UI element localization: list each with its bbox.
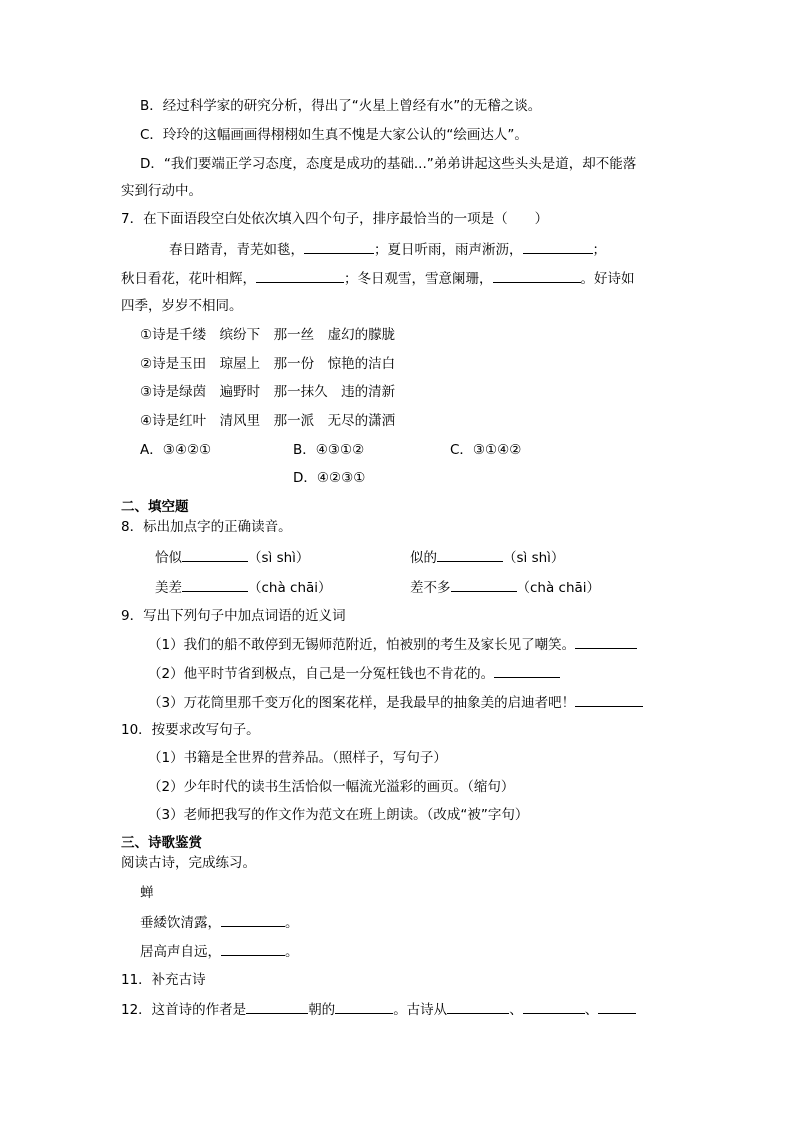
q12-text-b: 朝的 — [308, 1002, 336, 1018]
q8-word-meichai: 美差 — [155, 580, 182, 596]
q8-row1-right — [410, 547, 564, 568]
q7-stem: 7．在下面语段空白处依次填入四个句子，排序最恰当的一项是（ ） — [121, 211, 549, 227]
q7-item-4: ④诗是红叶 清风里 那一派 无尽的潇洒 — [140, 413, 396, 429]
q12-text-d: 、 — [509, 1002, 523, 1018]
q8-stem: 8．标出加点字的正确读音。 — [121, 519, 292, 535]
answer-blank[interactable] — [494, 663, 560, 678]
poem-line-2-text: 居高声自远， — [140, 944, 221, 960]
q9-sentence-3 — [148, 692, 643, 713]
q7-option-d[interactable]: D．④②③① — [293, 470, 366, 486]
answer-blank[interactable] — [451, 577, 517, 592]
q12-text-a: 12．这首诗的作者是 — [121, 1002, 247, 1018]
answer-blank[interactable] — [575, 692, 643, 707]
pinyin-hint: （chà chāi） — [516, 580, 601, 596]
q6-option-d-line1: D．“我们要端正学习态度，态度是成功的基础...”弟弟讲起这些头头是道，却不能落 — [140, 156, 637, 172]
poem-line-1-end: 。 — [285, 915, 299, 931]
answer-blank[interactable] — [598, 999, 636, 1014]
q10-sentence-2: （2）少年时代的读书生活恰似一幅流光溢彩的画页。（缩句） — [148, 779, 515, 795]
answer-blank[interactable] — [523, 999, 585, 1014]
q7-option-c[interactable]: C．③①④② — [450, 442, 522, 458]
answer-blank[interactable] — [221, 941, 285, 956]
q9-s1-text: （1）我们的船不敢停到无锡师范附近，怕被别的考生及家长见了嘲笑。 — [148, 637, 576, 653]
answer-blank[interactable] — [182, 577, 248, 592]
q8-word-side: 似的 — [410, 550, 437, 566]
q7-paragraph-line1 — [169, 239, 606, 260]
poem-line-1 — [140, 912, 299, 933]
q7-item-2: ②诗是玉田 琼屋上 那一份 惊艳的洁白 — [140, 356, 396, 372]
q7-p1-a: 春日踏青，青芜如毯， — [169, 242, 304, 258]
q8-word-chabuduo: 差不多 — [410, 580, 451, 596]
answer-blank[interactable] — [523, 239, 593, 254]
q12-stem — [121, 999, 636, 1020]
q10-sentence-1: （1）书籍是全世界的营养品。（照样子，写句子） — [148, 750, 447, 766]
answer-blank[interactable] — [304, 239, 374, 254]
answer-blank[interactable] — [437, 547, 503, 562]
poem-line-2-end: 。 — [285, 944, 299, 960]
q6-option-c: C．玲玲的这幅画画得栩栩如生真不愧是大家公认的“绘画达人”。 — [140, 127, 528, 143]
answer-blank[interactable] — [221, 912, 285, 927]
pinyin-hint: （sì shì） — [503, 550, 565, 566]
q11-stem: 11．补充古诗 — [121, 972, 206, 988]
q9-sentence-2 — [148, 663, 560, 684]
answer-blank[interactable] — [246, 999, 308, 1014]
answer-blank[interactable] — [182, 547, 248, 562]
q8-row2-left — [155, 577, 332, 598]
q7-option-b[interactable]: B．④③①② — [293, 442, 365, 458]
poem-line-2 — [140, 941, 299, 962]
answer-blank[interactable] — [575, 634, 637, 649]
q12-text-c: 。古诗从 — [393, 1002, 448, 1018]
q7-p2-b: ；冬日观雪，雪意阑珊， — [344, 271, 493, 287]
q9-sentence-1 — [148, 634, 637, 655]
q9-s3-text: （3）万花筒里那千变万化的图案花样，是我最早的抽象美的启迪者吧！ — [148, 695, 576, 711]
q8-row2-right — [410, 577, 600, 598]
pinyin-hint: （chà chāi） — [248, 580, 332, 596]
answer-blank[interactable] — [493, 268, 581, 283]
q7-p2-c: 。好诗如 — [580, 271, 635, 287]
q10-stem: 10．按要求改写句子。 — [121, 722, 260, 738]
q6-option-b: B．经过科学家的研究分析，得出了“火星上曾经有水”的无稽之谈。 — [140, 98, 542, 114]
q8-word-qiasi: 恰似 — [155, 550, 182, 566]
q7-p1-b: ；夏日听雨，雨声淅沥， — [374, 242, 523, 258]
q12-text-e: 、 — [584, 1002, 599, 1018]
q6-option-d-line2: 实到行动中。 — [121, 183, 202, 199]
section-3-intro: 阅读古诗，完成练习。 — [121, 855, 256, 871]
q7-p2-a: 秋日看花，花叶相辉， — [121, 271, 256, 287]
answer-blank[interactable] — [447, 999, 509, 1014]
pinyin-hint: （sì shì） — [248, 550, 310, 566]
poem-line-1-text: 垂緌饮清露， — [140, 915, 221, 931]
section-2-title: 二、填空题 — [121, 499, 189, 515]
q7-paragraph-line3: 四季，岁岁不相同。 — [121, 298, 243, 314]
q7-item-1: ①诗是千缕 缤纷下 那一丝 虚幻的朦胧 — [140, 327, 396, 343]
answer-blank[interactable] — [256, 268, 344, 283]
q10-sentence-3: （3）老师把我写的作文作为范文在班上朗读。（改成“被”字句） — [148, 807, 529, 823]
q9-s2-text: （2）他平时节省到极点，自己是一分冤枉钱也不肯花的。 — [148, 666, 495, 682]
q7-option-a[interactable]: A．③④②① — [140, 442, 212, 458]
q7-p1-c: ； — [592, 242, 606, 258]
section-3-title: 三、诗歌鉴赏 — [121, 835, 202, 851]
q8-row1-left — [155, 547, 309, 568]
q7-paragraph-line2 — [121, 268, 635, 289]
answer-blank[interactable] — [335, 999, 393, 1014]
poem-title: 蝉 — [140, 885, 154, 901]
q7-item-3: ③诗是绿茵 遍野时 那一抹久 违的清新 — [140, 384, 396, 400]
q9-stem: 9．写出下列句子中加点词语的近义词 — [121, 608, 346, 624]
